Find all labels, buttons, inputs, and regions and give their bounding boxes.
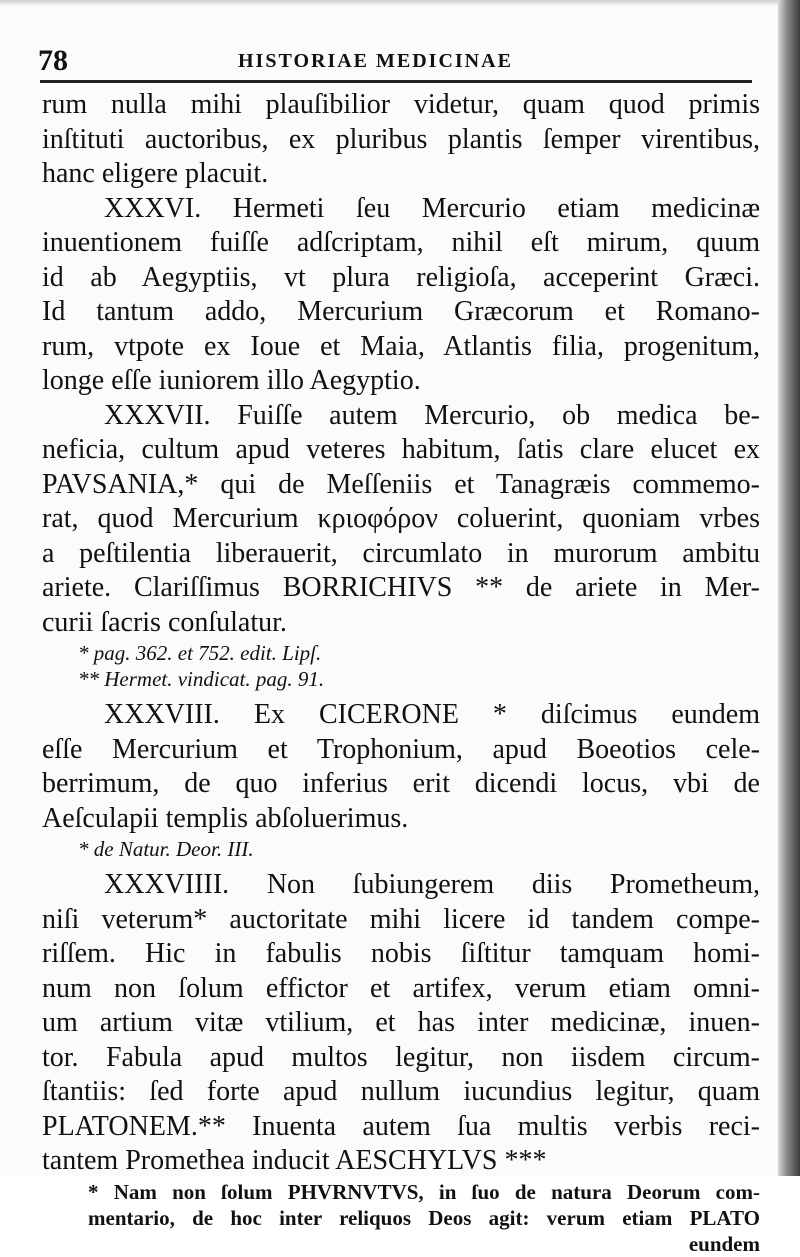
bottom-footnotes xyxy=(42,1179,760,1257)
section-xxxvii-line: XXXVII. Fuiſſe autem Mercurio, ob medica be- xyxy=(104,399,760,431)
text-line: hanc eligere placuit. xyxy=(42,158,269,189)
text-line: eſſe Mercurium et Trophonium, apud Boeotios cele- xyxy=(42,733,760,765)
footnote-line: ** Hermet. vindicat. pag. 91. xyxy=(78,667,325,691)
text-line: rum, vtpote ex Ioue et Maia, Atlantis filia, progenitum, xyxy=(42,330,760,362)
catchword: eundem xyxy=(688,1231,760,1256)
section-xxxviiii-line: XXXVIIII. Non ſubiungerem diis Prometheum, xyxy=(104,869,760,900)
text-line: tantem Promethea inducit AESCHYLVS *** xyxy=(42,1145,547,1176)
text-line: um artium vitæ vtilium, et has inter medicinæ, inuen- xyxy=(42,1007,760,1038)
body-text xyxy=(42,88,760,1257)
text-line: Aeſculapii templis abſoluerimus. xyxy=(42,802,409,834)
text-line: niſi veterum* auctoritate mihi licere id tandem compe- xyxy=(42,903,760,935)
text-line: id ab Aegyptiis, vt plura religioſa, acceperint Græci. xyxy=(42,261,760,293)
header-rule xyxy=(40,80,752,83)
text-line: curii ſacris conſulatur. xyxy=(42,606,287,638)
text-line: rum nulla mihi plauſibilior videtur, quam quod primis xyxy=(42,89,760,120)
text-line: inuentionem fuiſſe adſcriptam, nihil eſt mirum, quum xyxy=(42,227,760,258)
text-line: PAVSANIA,* qui de Meſſeniis et Tanagræis commemo- xyxy=(42,468,760,500)
text-line: a peſtilentia liberauerit, circumlato in murorum ambitu xyxy=(42,537,760,569)
page-top-shadow xyxy=(0,0,800,6)
text-line: num non ſolum effictor et artifex, verum etiam omni- xyxy=(42,972,760,1004)
text-line: longe eſſe iuniorem illo Aegyptio. xyxy=(42,365,421,396)
text-line: riſſem. Hic in fabulis nobis ſiſtitur tamquam homi- xyxy=(42,938,760,969)
footnote-line: * pag. 362. et 752. edit. Lipſ. xyxy=(78,641,322,665)
footnote-line: * Nam non ſolum PHVRNVTVS, in ſuo de natura Deorum com- xyxy=(88,1179,760,1204)
text-line: neficia, cultum apud veteres habitum, ſatis clare elucet ex xyxy=(42,434,760,465)
text-line: Id tantum addo, Mercurium Græcorum et Romano- xyxy=(42,296,760,327)
text-line: inſtituti auctoribus, ex pluribus plantis ſemper virentibus, xyxy=(42,123,760,155)
text-line: berrimum, de quo inferius erit dicendi locus, vbi de xyxy=(42,768,760,799)
footnote-line: mentario, de hoc inter reliquos Deos agit: verum etiam PLATO xyxy=(88,1205,760,1230)
footnote-line: * de Natur. Deor. III. xyxy=(78,837,254,861)
page-number: 78 xyxy=(38,44,68,77)
running-title: HISTORIAE MEDICINAE xyxy=(238,50,513,72)
text-line: ariete. Clariſſimus BORRICHIVS ** de ariete in Mer- xyxy=(42,572,760,603)
text-line: rat, quod Mercurium κριοφόρον coluerint, quoniam vrbes xyxy=(42,503,760,534)
page-header xyxy=(38,44,760,80)
page-gutter-shadow xyxy=(778,0,800,1176)
text-line: PLATONEM.** Inuenta autem ſua multis verbis reci- xyxy=(42,1110,760,1142)
text-line: tor. Fabula apud multos legitur, non iisdem circum- xyxy=(42,1041,760,1073)
section-xxxvi-line: XXXVI. Hermeti ſeu Mercurio etiam medicinæ xyxy=(104,192,760,224)
text-line: ſtantiis: ſed forte apud nullum iucundius legitur, quam xyxy=(42,1076,760,1107)
section-xxxviii-line: XXXVIII. Ex CICERONE * diſcimus eundem xyxy=(104,699,760,730)
